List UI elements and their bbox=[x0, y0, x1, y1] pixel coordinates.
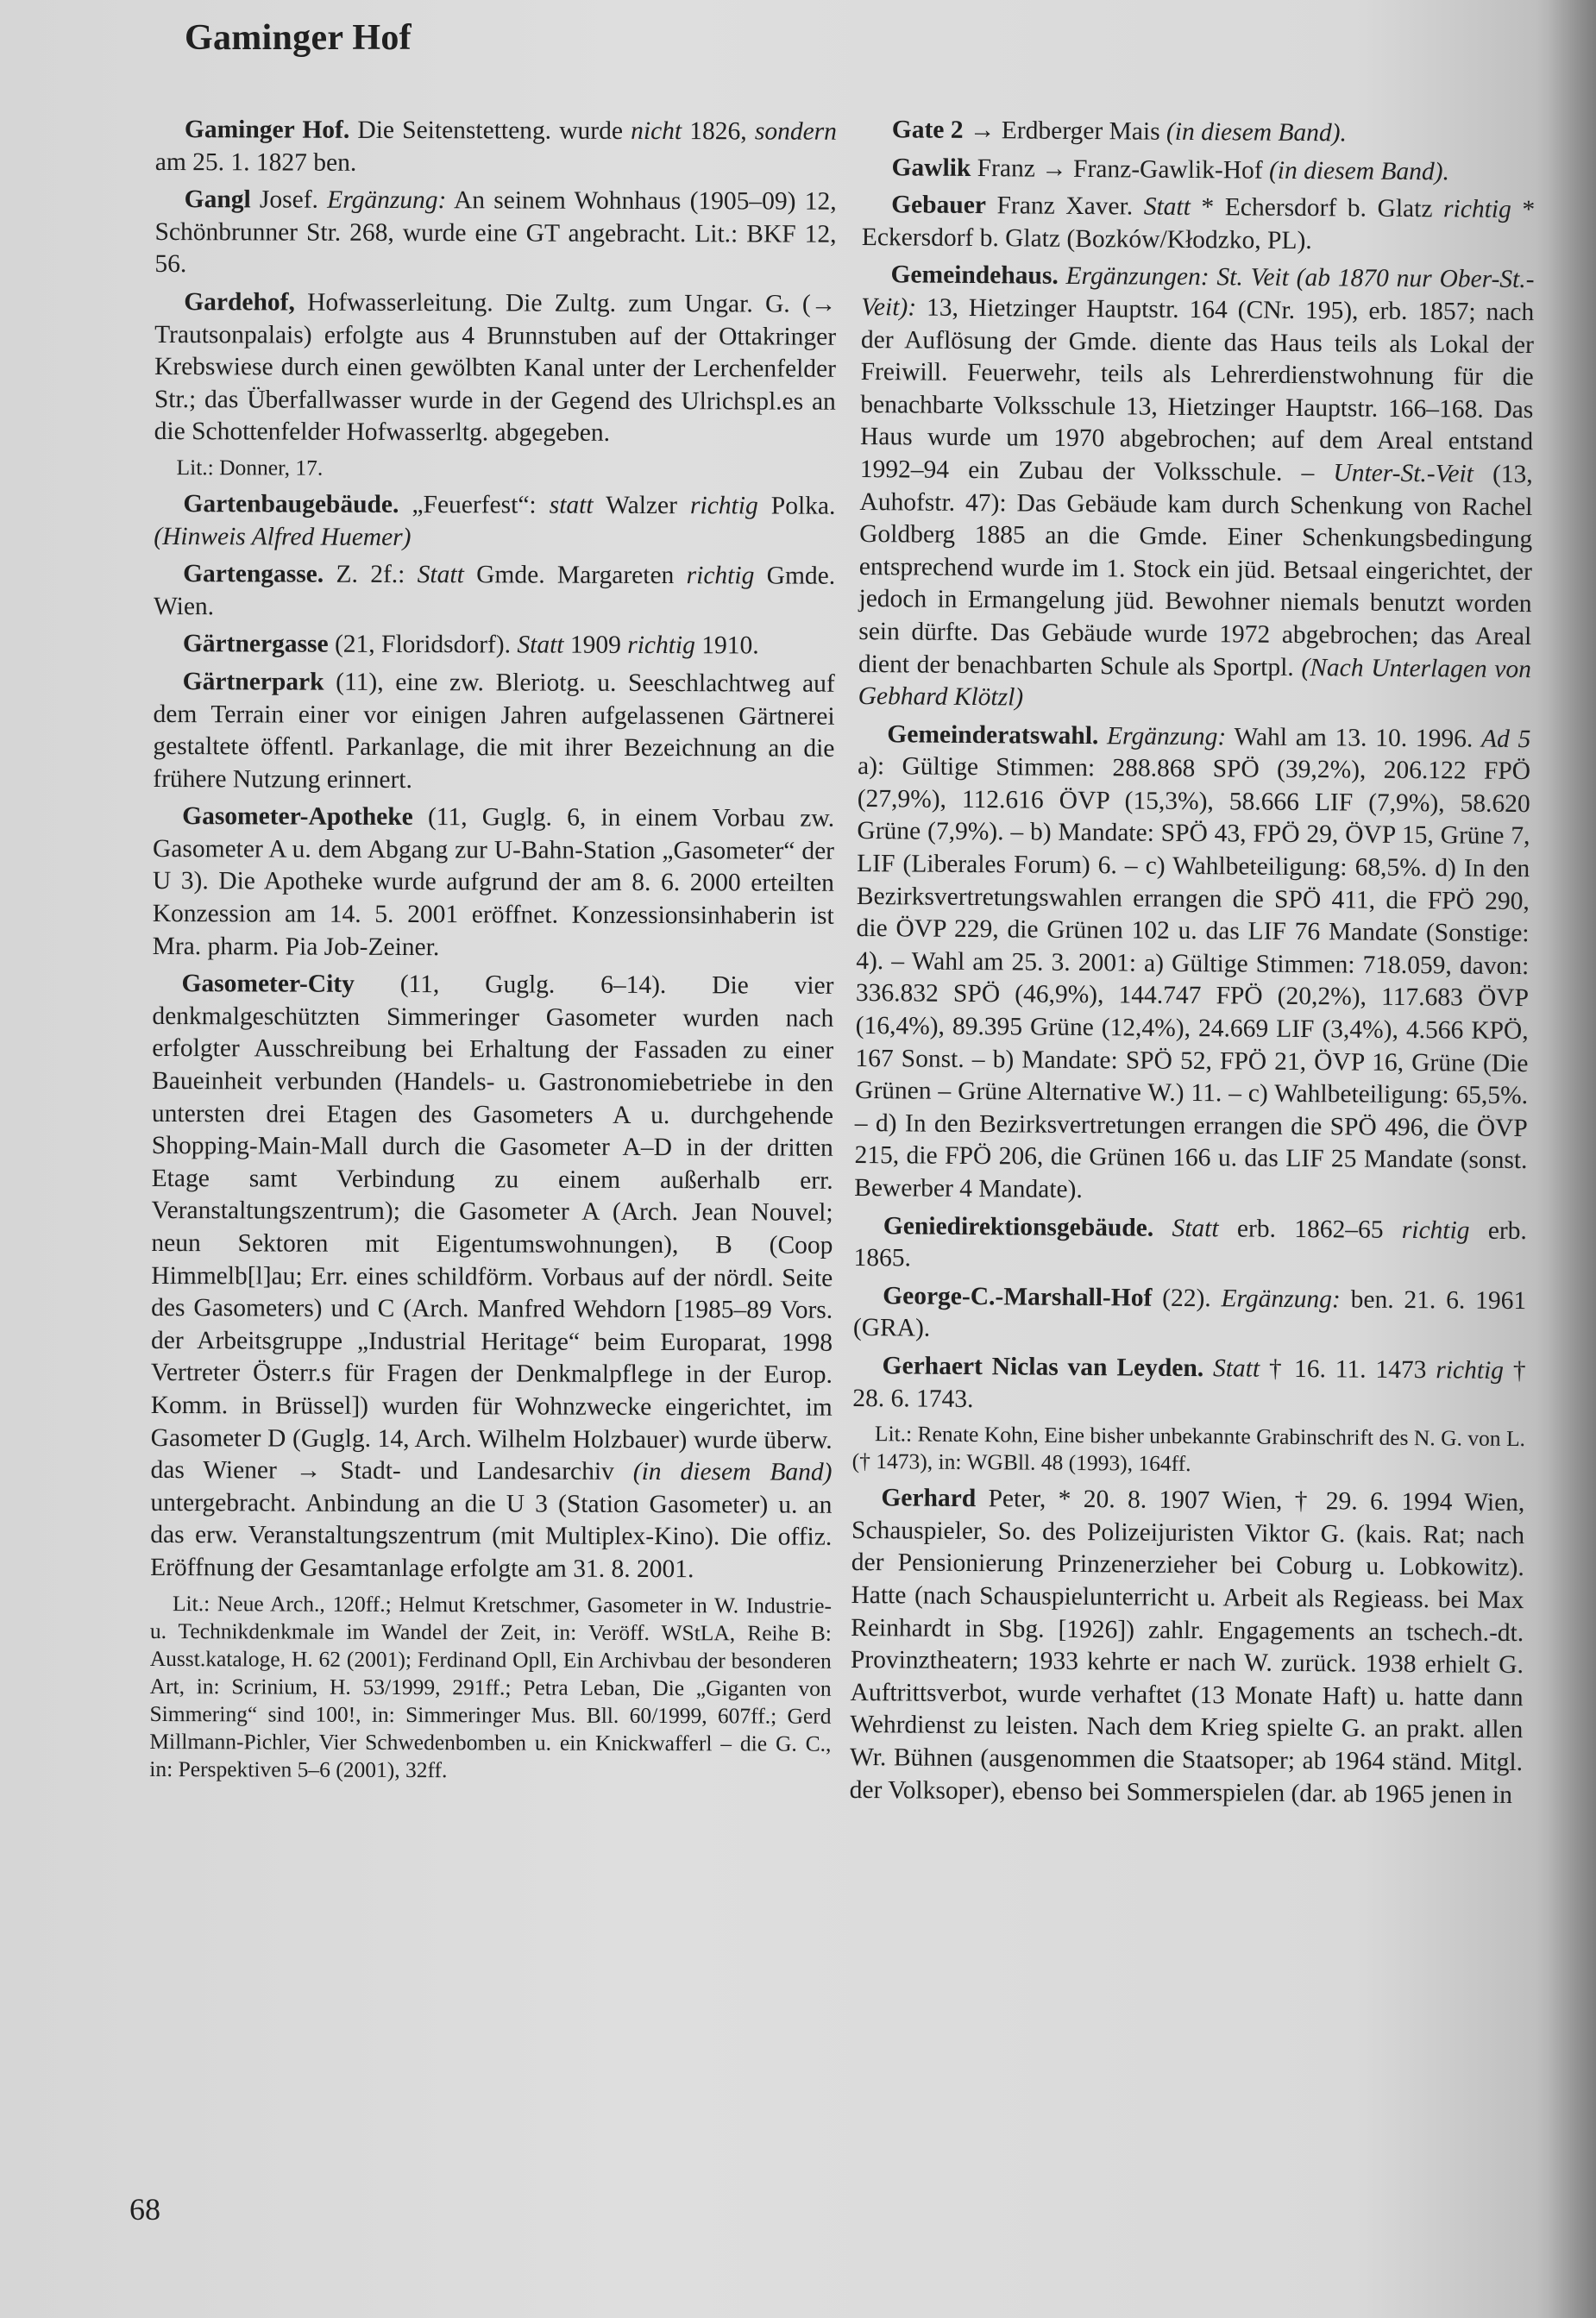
entry-italic: Statt bbox=[1172, 1214, 1219, 1242]
entry-italic: (in diesem Band) bbox=[632, 1458, 833, 1486]
entry-gerhard-peter bbox=[850, 1482, 1525, 1812]
entry-italic: nicht bbox=[631, 116, 682, 146]
entry-text: Franz → Franz-Gawlik-Hof bbox=[971, 154, 1270, 185]
entry-text: 1826, bbox=[682, 117, 755, 146]
entry-gardehof bbox=[154, 286, 837, 451]
headword: Gasometer-City bbox=[181, 970, 355, 999]
headword: Gardehof, bbox=[184, 288, 295, 317]
literature-note: Lit.: Renate Kohn, Eine bisher unbekannte Grabinschrift des N. G. von L. († 1473), in: WGBll. 48 (1993), 164ff. bbox=[851, 1421, 1526, 1477]
entry-italic: richtig bbox=[686, 562, 755, 590]
entry-text: Wahl am 13. 10. 1996. bbox=[1226, 723, 1482, 753]
entry-text: † 28. 6. 1743. bbox=[852, 1356, 1526, 1413]
headword: Gaminger Hof. bbox=[184, 116, 350, 144]
entry-gasometer-city bbox=[150, 968, 833, 1586]
entry-text: † 16. 11. 1473 bbox=[1260, 1354, 1436, 1385]
entry-gasometer-apotheke bbox=[153, 801, 835, 965]
literature-note: Lit.: Donner, 17. bbox=[176, 455, 324, 481]
entry-gemeinderatswahl bbox=[854, 719, 1530, 1210]
entry-george-c-marshall-hof bbox=[853, 1280, 1527, 1350]
entry-italic: richtig bbox=[1442, 195, 1511, 224]
right-column bbox=[850, 114, 1536, 1817]
entry-text: (21, Floridsdorf). bbox=[328, 631, 518, 659]
entry-text: Die Seitenstetteng. wurde bbox=[349, 116, 631, 145]
entry-italic: sondern bbox=[754, 117, 837, 146]
literature-note: Lit.: Neue Arch., 120ff.; Helmut Kretschmer, Gasometer in W. Industrie- u. Technikdenkmale im Wandel der Zeit, in: Veröff. WStLA, Reihe B: Ausst.kataloge, H. 62 (2001); Ferdinand Opll, Ein Archivbau der besonderen Art, in: Scrinium, H. 53/1999, 291ff.; Petra Leban, Die „Giganten von Simmering“ sind 100!, in: Simmeringer Mus. Bll. 60/1999, 607ff.; Gerd Millmann-Pichler, Vier Schwedenbomben u. ein Knickwafferl – die G. C., in: Perspektiven 5–6 (2001), 32ff. bbox=[149, 1590, 833, 1782]
entry-text: am 25. 1. 1827 ben. bbox=[154, 148, 357, 177]
entry-text: Peter, * 20. 8. 1907 Wien, † 29. 6. 1994 Wien, Schauspieler, So. des Polizeijuristen Viktor G. (kais. Rat; nach der Pensionierung Prinzenerzieher bei Coburg u. Lobkowitz). Hatte (nach Schauspielunterricht u. Arbeit als Regieass. bei Max Reinhardt in Sbg. [1926]) zahlr. Engagements an tschech.-dt. Provinztheatern; 1933 kehrte er nach W. zurück. 1938 erhielt G. Auftrittsverbot, wurde verhaftet (13 Monate Haft) u. hatte dann Wehrdienst zu leisten. Nach dem Krieg spielte G. an prakt. allen Wr. Bühnen (ausgenommen die Staatsoper; ab 1964 ständ. Mitgl. der Volksoper), ebenso bei Sommerspielen (dar. ab 1965 jenen in bbox=[849, 1485, 1525, 1809]
entry-gerhaert-niclas-van-leyden bbox=[852, 1350, 1526, 1420]
entry-gawlik bbox=[862, 152, 1535, 190]
headword: Gebauer bbox=[891, 191, 987, 220]
entry-italic: richtig bbox=[690, 492, 758, 520]
headword: Geniedirektionsgebäude. bbox=[883, 1211, 1154, 1242]
headword: Gärtnerpark bbox=[182, 668, 324, 696]
binding-shadow bbox=[1536, 0, 1596, 2318]
headword: Gate 2 bbox=[891, 116, 964, 144]
left-column bbox=[149, 114, 837, 1792]
headword: Gerhard bbox=[881, 1484, 977, 1513]
entry-text: (22). bbox=[1152, 1284, 1222, 1313]
entry-text bbox=[1098, 722, 1107, 750]
entry-text bbox=[1153, 1214, 1172, 1241]
entry-text: → Erdberger Mais bbox=[963, 116, 1167, 146]
headword: Gerhaert Niclas van Leyden. bbox=[882, 1352, 1204, 1383]
entry-italic: richtig bbox=[627, 631, 695, 660]
entry-text: * Echersdorf b. Glatz bbox=[1190, 193, 1444, 223]
entry-gate-2 bbox=[863, 114, 1536, 152]
entry-text: Gmde. Margareten bbox=[463, 561, 687, 590]
entry-italic: (Nach Unterlagen von Gebhard Klötzl) bbox=[858, 653, 1532, 712]
entry-italic: (in diesem Band). bbox=[1268, 156, 1450, 185]
entry-italic: Ergänzung: bbox=[327, 185, 447, 215]
entry-text: Gmde. Wien. bbox=[153, 562, 836, 620]
entry-gaertnerpark bbox=[153, 666, 835, 798]
entry-text: Josef. bbox=[250, 185, 328, 214]
entry-italic: Ergänzung: bbox=[1221, 1285, 1341, 1314]
entry-italic: statt bbox=[549, 491, 594, 519]
entry-italic: Statt bbox=[417, 561, 464, 589]
entry-italic: Unter-St.-Veit bbox=[1333, 459, 1474, 488]
entry-gemeindehaus bbox=[858, 259, 1535, 718]
entry-italic: richtig bbox=[1436, 1356, 1505, 1385]
entry-text: 1910. bbox=[694, 631, 759, 660]
headword: Gärtnergasse bbox=[182, 630, 329, 659]
entry-text: Polka. bbox=[757, 492, 836, 520]
entry-text bbox=[1059, 262, 1066, 290]
entry-text: (13, Auhofstr. 47): Das Gebäude kam durch Schenkung von Rachel Goldberg 1885 an die Gmde. Einer Schenkungsbedingung entsprechend wurde im 1. Stock ein jüd. Betsaal eingerichtet, der jedoch in Ermangelung jüd. Bewohner niemals benutzt worden sein dürfte. Das Gebäude wurde 1972 abgebrochen; das Areal dient der benachbarten Schule als Sportpl. bbox=[858, 460, 1533, 682]
entry-gartengasse bbox=[154, 558, 835, 625]
entry-text: (11, Guglg. 6–14). Die vier denkmalgeschützten Simmeringer Gasometer wurden nach erfolgter Ausschreibung bei Erhaltung der Fassaden zu einer Baueinheit verbunden (Handels- u. Gastronomiebetriebe in den untersten drei Etagen des Gasometers A u. durchgehende Shopping-Main-Mall durch die Gasometer A–D in der dritten Etage samt Verbindung zu einem außerhalb err. Veranstaltungszentrum); die Gasometer A (Arch. Jean Nouvel; neun Sektoren mit Eigentumswohnungen), B (Coop Himmelb[l]au; Err. eines schildförm. Vorbaus auf der nördl. Seite des Gasometers) und C (Arch. Manfred Wehdorn [1985–89 Vors. der Arbeitsgruppe „Industrial Heritage“ beim Europarat, 1998 Vertreter Österr.s für Fragen der Denkmalpflege in der Europ. Komm. in Brüssel]) wurden für Wohnzwecke eingerichtet, im Gasometer D (Guglg. 14, Arch. Wilhelm Holzbauer) wurde überw. das Wiener → Stadt- und Landesarchiv bbox=[150, 971, 834, 1486]
entry-text: ben. 21. 6. 1961 (GRA). bbox=[852, 1285, 1527, 1343]
entry-gaertnergasse bbox=[154, 628, 835, 663]
headword: Gasometer-Apotheke bbox=[182, 802, 413, 832]
entry-gebauer bbox=[862, 189, 1536, 259]
headword: Gangl bbox=[184, 185, 251, 214]
headword: Gemeinderatswahl. bbox=[887, 719, 1099, 750]
entry-text: Hofwasserleitung. Die Zultg. zum Ungar. G. (→ Trautsonpalais) erfolgte aus 4 Brunnstuben auf der Ottakringer Krebswiese durch einen gewölbten Kanal unter der Lerchenfelder Str.; das Überfallwasser wurde in der Gegend des Ulrichspl.es an die Schottenfelder Hofwasserltg. abgegeben. bbox=[154, 288, 837, 448]
entry-italic: Statt bbox=[1143, 192, 1191, 222]
headword: Gartengasse. bbox=[183, 560, 324, 588]
entry-italic: Statt bbox=[517, 631, 564, 659]
headword: Gartenbaugebäude. bbox=[183, 490, 399, 518]
entry-text: erb. 1865. bbox=[853, 1216, 1527, 1272]
entry-text: untergebracht. Anbindung an die U 3 (Station Gasometer) u. an das erw. Veranstaltungszentrum (mit Multiplex-Kino). Die offiz. Eröffnung der Gesamtanlage erfolgte am 31. 8. 2001. bbox=[150, 1488, 833, 1584]
headword: George-C.-Marshall-Hof bbox=[883, 1282, 1153, 1312]
entry-italic: Ergänzungen: St. Veit (ab 1870 nur Ober-St.-Veit): bbox=[861, 262, 1535, 322]
entry-text: 13, Hietzinger Hauptstr. 164 (CNr. 195), erb. 1857; nach der Auflösung der Gmde. diente das Haus teils als Lokal der Freiwill. Feuerwehr, teils als Lehrerdienstwohnung für die benachbarte Volksschule 13, Hietzinger Hauptstr. 166–168. Das Haus wurde um 1970 abgebrochen; auf dem Areal entstand 1992–94 ein Zubau der Volksschule. – bbox=[859, 293, 1535, 487]
entry-text: 1909 bbox=[563, 631, 628, 660]
entry-text: „Feuerfest“: bbox=[399, 490, 550, 519]
entry-italic: Ergänzung: bbox=[1106, 721, 1227, 751]
page-number: 68 bbox=[129, 2192, 160, 2227]
entry-text: Walzer bbox=[593, 491, 691, 520]
entry-text: * Eckersdorf b. Glatz (Bozków/Kłodzko, PL). bbox=[861, 196, 1536, 254]
entry-text: (11, Guglg. 6, in einem Vorbau zw. Gasometer A u. dem Abgang zur U-Bahn-Station „Gasometer“ der U 3). Die Apotheke wurde aufgrund der am 8. 6. 2000 erteilten Konzession am 14. 5. 2001 eröffnet. Konzessionsinhaberin ist Mra. pharm. Pia Job-Zeiner. bbox=[152, 803, 835, 961]
entry-italic: (in diesem Band). bbox=[1166, 117, 1348, 148]
headword: Gawlik bbox=[891, 153, 971, 182]
entry-gaminger-hof bbox=[155, 114, 837, 181]
entry-text: erb. 1862–65 bbox=[1218, 1214, 1402, 1244]
entry-italic: richtig bbox=[1401, 1216, 1470, 1245]
entry-text: (11), eine zw. Bleriotg. u. Seeschlachtweg auf dem Terrain einer vor einigen Jahren aufgelassenen Gärtnerei gestaltete öffentl. Parkanlage, die mit ihrer Bezeichnung an die frühere Nutzung erinnert. bbox=[153, 668, 835, 794]
entry-gangl bbox=[154, 184, 836, 284]
entry-text: An seinem Wohnhaus (1905–09) 12, Schönbrunner Str. 268, wurde eine GT angebracht. Lit.: BKF 12, 56. bbox=[154, 186, 837, 279]
entry-italic: Statt bbox=[1212, 1354, 1260, 1383]
entry-geniedirektionsgebaeude bbox=[853, 1210, 1527, 1280]
entry-gartenbaugebaeude bbox=[154, 488, 835, 556]
entry-text: Z. 2f.: bbox=[324, 560, 418, 589]
entry-text: Franz Xaver. bbox=[985, 192, 1144, 221]
entry-italic: (Hinweis Alfred Huemer) bbox=[154, 522, 412, 551]
headword: Gemeindehaus. bbox=[890, 261, 1059, 291]
running-head: Gaminger Hof bbox=[185, 18, 412, 58]
entry-italic: Ad 5 bbox=[1480, 725, 1531, 753]
entry-text: a): Gültige Stimmen: 288.868 SPÖ (39,2%), 206.122 FPÖ (27,9%), 112.616 ÖVP (15,3%), 58.666 LIF (7,9%), 58.620 Grüne (7,9%). – b) Mandate: SPÖ 43, FPÖ 29, ÖVP 15, Grüne 7, LIF (Liberales Forum) 6. – c) Wahlbeteiligung: 68,5%. d) In den Bezirksvertretungswahlen errangen die SPÖ 411, die FPÖ 290, die ÖVP 229, die Grünen 102 u. das LIF 76 Mandate (Sonstige: 4). – Wahl am 25. 3. 2001: a) Gültige Stimmen: 718.059, davon: 336.832 SPÖ (46,9%), 144.747 FPÖ (20,2%), 117.683 ÖVP (16,4%), 89.395 Grüne (12,4%), 24.669 LIF (3,4%), 4.566 KPÖ, 167 Sonst. – b) Mandate: SPÖ 52, FPÖ 21, ÖVP 16, Grüne (Die Grünen – Grüne Alternative W.) 11. – c) Wahlbeteiligung: 65,5%. – d) In den Bezirksvertretungen errangen die SPÖ 496, die ÖVP 215, die FPÖ 206, die Grünen 166 u. das LIF 25 Mandate (sonst. Bewerber 4 Mandate). bbox=[854, 752, 1531, 1204]
